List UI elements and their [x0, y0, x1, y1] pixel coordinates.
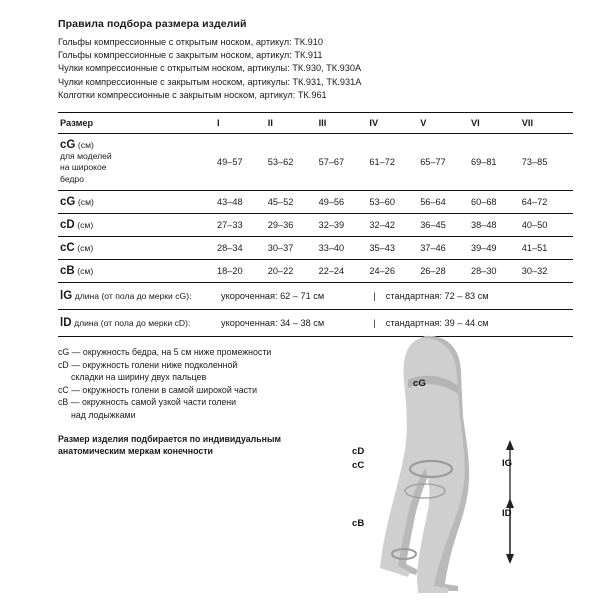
row-label-lg [58, 283, 217, 310]
header-size-7: VII [522, 113, 573, 134]
header-size: Размер [58, 113, 217, 134]
measure-name: lD [60, 317, 72, 330]
table-row [58, 191, 573, 214]
cell-value: 30–37 [268, 237, 319, 260]
cell-value: 22–24 [319, 260, 370, 283]
cell-value: 38–48 [471, 214, 522, 237]
cell-value: 43–48 [217, 191, 268, 214]
page-title: Правила подбора размера изделий [58, 18, 247, 30]
row-label-cd [58, 214, 217, 237]
note-line: над лодыжками [71, 409, 136, 420]
cell-value: 45–52 [268, 191, 319, 214]
measure-unit: (см) [77, 139, 94, 150]
cell-value: 49–56 [319, 191, 370, 214]
figure-label-ld: lD [502, 508, 512, 519]
figure-label-lg: lG [502, 458, 513, 469]
cell-value: 60–68 [471, 191, 522, 214]
row-label-cc [58, 237, 217, 260]
note-line: складки на ширину двух пальцев [71, 372, 207, 383]
cell-value: 53–62 [268, 134, 319, 191]
cell-value: 26–28 [420, 260, 471, 283]
measure-name: lG [60, 290, 73, 303]
length-short-lg: укороченная: 62 – 71 см [217, 283, 369, 310]
measure-name: cC [60, 242, 75, 255]
product-line: Гольфы компрессионные с открытым носком, артикул: ТК.910 [58, 37, 324, 47]
measure-name: cD [60, 219, 75, 232]
measure-desc: длина (от пола до мерки cD): [74, 318, 191, 329]
cell-value: 35–43 [369, 237, 420, 260]
length-short-ld: укороченная: 34 – 38 см [217, 310, 369, 337]
header-size-2: II [268, 113, 319, 134]
cell-value: 28–34 [217, 237, 268, 260]
row-label-ld [58, 310, 217, 337]
cell-value: 24–26 [369, 260, 420, 283]
measure-unit: (см) [77, 220, 94, 231]
cell-value: 41–51 [522, 237, 573, 260]
table-row [58, 237, 573, 260]
cell-value: 40–50 [522, 214, 573, 237]
row-label-cb [58, 260, 217, 283]
cell-value: 37–46 [420, 237, 471, 260]
cell-value: 29–36 [268, 214, 319, 237]
header-size-6: VI [471, 113, 522, 134]
cell-value: 56–64 [420, 191, 471, 214]
measure-name: cG [60, 196, 76, 209]
cell-value: 53–60 [369, 191, 420, 214]
table-header-row [58, 113, 573, 134]
figure-label-cc: cC [352, 460, 365, 471]
length-standard-ld-text: стандартная: 39 – 44 см [385, 318, 489, 329]
figure-label-cd: cD [352, 446, 365, 457]
measure-name: cG [60, 138, 76, 151]
product-line: Гольфы компрессионные с закрытым носком, артикул: ТК.911 [58, 50, 323, 61]
cell-value: 20–22 [268, 260, 319, 283]
length-standard-lg: | стандартная: 72 – 83 см [369, 283, 572, 310]
product-line: Чулки компрессионные с закрытым носком, артикулы: ТК.931, ТК.931А [58, 76, 362, 87]
cell-value: 27–33 [217, 214, 268, 237]
cell-value: 33–40 [319, 237, 370, 260]
product-line: Колготки компрессионные с закрытым носком, артикул: ТК.961 [58, 89, 327, 100]
cell-value: 30–32 [522, 260, 573, 283]
figure-illustration [330, 328, 580, 593]
table-row [58, 134, 573, 191]
measure-unit: (см) [77, 243, 94, 254]
note-line: cC — окружность голени в самой широкой части [58, 384, 257, 395]
cell-value: 36–45 [420, 214, 471, 237]
note-line: cB — окружность самой узкой части голени [58, 397, 237, 408]
table-row-length-lg [58, 283, 573, 310]
row-sublabel: для моделей на широкое бедро [60, 150, 112, 184]
header-size-3: III [319, 113, 370, 134]
table-row [58, 260, 573, 283]
cell-value: 61–72 [369, 134, 420, 191]
cell-value: 49–57 [217, 134, 268, 191]
header-size-5: V [420, 113, 471, 134]
cell-value: 32–42 [369, 214, 420, 237]
cell-value: 28–30 [471, 260, 522, 283]
product-list [58, 36, 570, 102]
length-standard-lg-text: стандартная: 72 – 83 см [385, 291, 489, 302]
measure-name: cB [60, 265, 75, 278]
cell-value: 64–72 [522, 191, 573, 214]
note-line: cD — окружность голени ниже подколенной [58, 359, 238, 370]
size-table [58, 112, 573, 337]
cell-value: 39–49 [471, 237, 522, 260]
row-label-cg [58, 191, 217, 214]
notes-emphasis: Размер изделия подбирается по индивидуальным анатомическим меркам конечности [58, 433, 282, 457]
cell-value: 57–67 [319, 134, 370, 191]
leg-measurement-figure [330, 328, 580, 593]
cell-value: 69–81 [471, 134, 522, 191]
header-size-4: IV [369, 113, 420, 134]
cell-value: 65–77 [420, 134, 471, 191]
row-label-cg-wide [58, 134, 217, 191]
figure-label-cb: cB [352, 518, 365, 529]
product-line: Чулки компрессионные с открытым носком, артикулы: ТК.930, ТК.930А [58, 63, 362, 74]
note-line: cG — окружность бедра, на 5 см ниже промежности [58, 347, 272, 358]
cell-value: 18–20 [217, 260, 268, 283]
table-row [58, 214, 573, 237]
measure-unit: (см) [77, 266, 94, 277]
figure-label-cg: cG [413, 378, 426, 389]
length-standard-ld: | стандартная: 39 – 44 см [369, 310, 572, 337]
cell-value: 73–85 [522, 134, 573, 191]
measure-unit: (см) [77, 197, 94, 208]
measure-desc: длина (от пола до мерки cG): [74, 291, 192, 302]
cell-value: 32–39 [319, 214, 370, 237]
header-size-1: I [217, 113, 268, 134]
